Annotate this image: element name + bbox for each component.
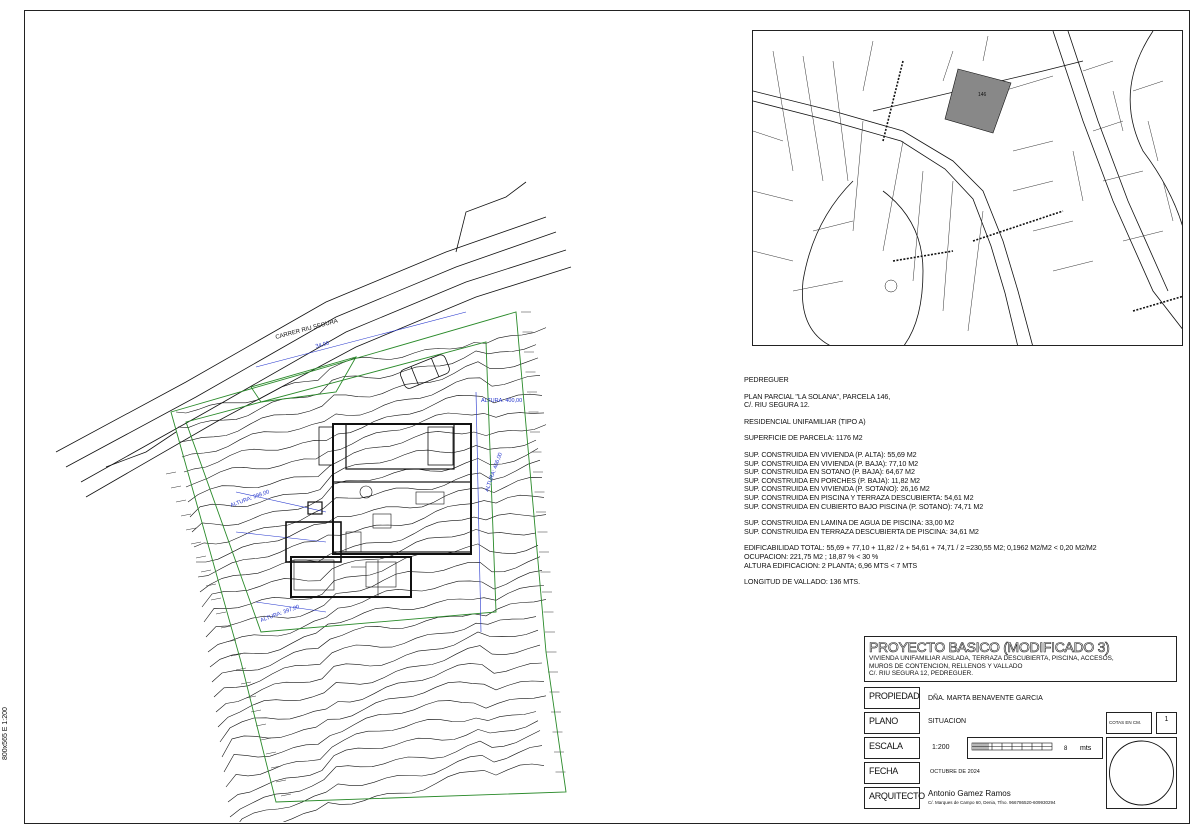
plano-label: PLANO [869,716,899,726]
contour-line [226,712,536,788]
plano-value: SITUACION [928,718,967,725]
elevation-tick [171,486,181,488]
plot-boundary [983,36,988,61]
highlighted-parcel [945,69,1011,133]
elevation-tick [236,668,246,670]
plot-boundary [853,121,863,231]
stamp-circle [1107,738,1176,808]
fecha-value: OCTUBRE DE 2024 [930,769,980,775]
graphic-scale-box [967,737,1103,759]
fecha-label: FECHA [869,766,899,776]
plot-boundary [1053,261,1093,271]
plot-boundary [1163,181,1173,221]
site-plan [26,12,726,822]
text-labels [230,318,523,623]
elevation-tick [281,794,291,796]
parcel-number-label: 146 [978,92,987,98]
project-description-1: VIVIENDA UNIFAMILIAR AISLADA, TERRAZA DESCUBIERTA, PISCINA, ACCESOS, [869,655,1114,662]
cotas-label: COTAS EN CM. [1109,720,1142,725]
sheet-number: 1 [1164,716,1169,723]
sheet-side-code: 800x565 E 1:200 [2,707,9,760]
contour-line [214,617,536,697]
notes-line: SUP. CONSTRUIDA EN TERRAZA DESCUBIERTA DE PISCINA: 34,61 M2 [744,526,979,536]
title-block-header [864,636,1177,682]
plot-boundary [1123,231,1163,241]
project-description-3: C/. RIU SEGURA 12, PEDREGUER. [869,670,974,678]
notes-line: SUP. CONSTRUIDA EN SOTANO (P. BAJA): 64,67 M2 [744,467,915,477]
plot-boundary [943,51,953,81]
plot-boundary [1013,141,1053,151]
contour-line [234,764,544,822]
scale-number: 8 [1064,746,1068,752]
notes-line: OCUPACION: 221,75 M2 ; 18,87 % < 30 % [744,551,879,561]
sheet-number-box [1156,712,1177,734]
notes-line: EDIFICABILIDAD TOTAL: 55,69 + 77,10 + 11,82 / 2 + 54,61 + 74,71 / 2 =230,55 M2; 0,1962 M2/M2 < 0,20 M2/M2 [744,543,1097,553]
street-lines [56,182,571,497]
notes-line: LONGITUD DE VALLADO: 136 MTS. [744,577,860,587]
elevation-tick [251,710,261,712]
elevation-tick [201,570,211,572]
plot-boundary [1133,81,1163,91]
plot-boundary [1073,151,1083,201]
contour-line [190,440,536,517]
contour-line [232,746,542,822]
contour-line [228,721,538,802]
plot-boundary [753,191,793,201]
height-label-4: ALTURA: 397,00 [259,604,301,624]
notes-line: SUP. CONSTRUIDA EN CUBIERTO BAJO PISCINA (P. SOTANO): 74,71 M2 [744,501,984,511]
project-title: PROYECTO BASICO (MODIFICADO 3) [869,639,1110,655]
street-name-label: CARRER RIU SEGURA [274,318,339,341]
height-label-1: ALTURA: 400,00 [481,398,523,404]
street-dimension-label: 34,00 [314,340,330,350]
arquitecto-name: Antonio Gamez Ramos [928,789,1011,798]
contour-line [216,630,538,712]
escala-value: 1:200 [932,744,950,751]
plot-boundary [753,251,793,261]
stamp-box [1106,737,1177,809]
plot-boundary [813,221,853,231]
plot-boundary [883,141,903,251]
notes-line: RESIDENCIAL UNIFAMILIAR (TIPO A) [744,416,866,426]
plot-boundary [1103,171,1143,181]
escala-label-box [864,737,920,759]
plot-boundary [1033,221,1073,231]
contour-line [220,663,542,742]
contour-line [182,375,540,457]
scale-units: mts [1080,745,1092,752]
elevation-tick [191,542,201,544]
fecha-label-box [864,762,920,784]
arquitecto-label: ARQUITECTO [869,791,925,801]
propiedad-label: PROPIEDAD [869,691,920,701]
elevation-tick [266,752,276,754]
notes-line: SUP. CONSTRUIDA EN VIVIENDA (P. BAJA): 77,10 M2 [744,458,918,468]
plot-boundary [753,131,783,141]
notes-line: ALTURA EDIFICACION: 2 PLANTA; 6,96 MTS < 7 MTS [744,560,918,570]
contour-line [202,529,536,607]
elevation-tick [216,612,226,614]
height-label-2: ALTURA: 406,00 [484,451,504,493]
plot-boundary [833,61,848,181]
plot-boundary [1113,91,1123,131]
propiedad-value: DÑA. MARTA BENAVENTE GARCIA [928,695,1043,702]
dimension-lines [236,312,481,632]
plot-boundary [1083,61,1113,71]
elevation-tick [256,724,266,726]
arquitecto-label-box [864,787,925,809]
project-description-2: MUROS DE CONTENCION, RELLENOS Y VALLADO [869,662,1023,670]
graphic-scale-bar [968,738,1102,758]
plot-boundary [1093,121,1123,131]
notes-line: SUP. CONSTRUIDA EN VIVIENDA (P. SOTANO): 26,16 M2 [744,484,930,494]
contour-line [222,681,544,757]
propiedad-label-box [864,687,920,709]
notes-line: SUP. CONSTRUIDA EN LAMINA DE AGUA DE PISCINA: 33,00 M2 [744,518,955,528]
contour-line [224,696,546,772]
cotas-box [1106,712,1152,734]
contour-line [230,731,540,818]
notes-line: C/. RIU SEGURA 12. [744,400,810,410]
notes-line: SUP. CONSTRUIDA EN PORCHES (P. BAJA): 11,82 M2 [744,475,920,485]
notes-line: SUP. CONSTRUIDA EN VIVIENDA (P. ALTA): 55,69 M2 [744,449,917,459]
notes-line: SUPERFICIE DE PARCELA: 1176 M2 [744,433,863,443]
project-notes [744,376,1164,587]
plot-boundary [913,171,923,281]
notes-line: PLAN PARCIAL "LA SOLANA", PARCELA 146, [744,391,891,401]
notes-line: SUP. CONSTRUIDA EN PISCINA Y TERRAZA DESCUBIERTA: 54,61 M2 [744,492,974,502]
plot-boundary [968,211,983,331]
plot-boundary [773,51,793,171]
plot-boundary [943,181,953,311]
contour-line [208,570,542,652]
escala-label: ESCALA [869,741,903,751]
elevation-tick [166,472,176,474]
plano-label-box [864,712,920,734]
notes-line: PEDREGUER [744,375,789,384]
plot-boundary [1148,121,1158,161]
plot-boundary [863,41,873,91]
elevation-tick [181,514,191,516]
plot-boundary [1013,181,1053,191]
elevation-tick [246,696,256,698]
elevation-tick [196,556,206,558]
elevation-tick [211,598,221,600]
elevation-tick [176,500,186,502]
arquitecto-address: C/. Marques de Campo 60, Denia, Tfno. 966786520-609930294 [928,800,1056,805]
elevation-tick [261,738,271,740]
house-footprint [286,424,471,597]
height-label-3: ALTURA: 398,00 [229,489,271,509]
location-map [752,30,1183,346]
plot-boundary [793,281,843,291]
